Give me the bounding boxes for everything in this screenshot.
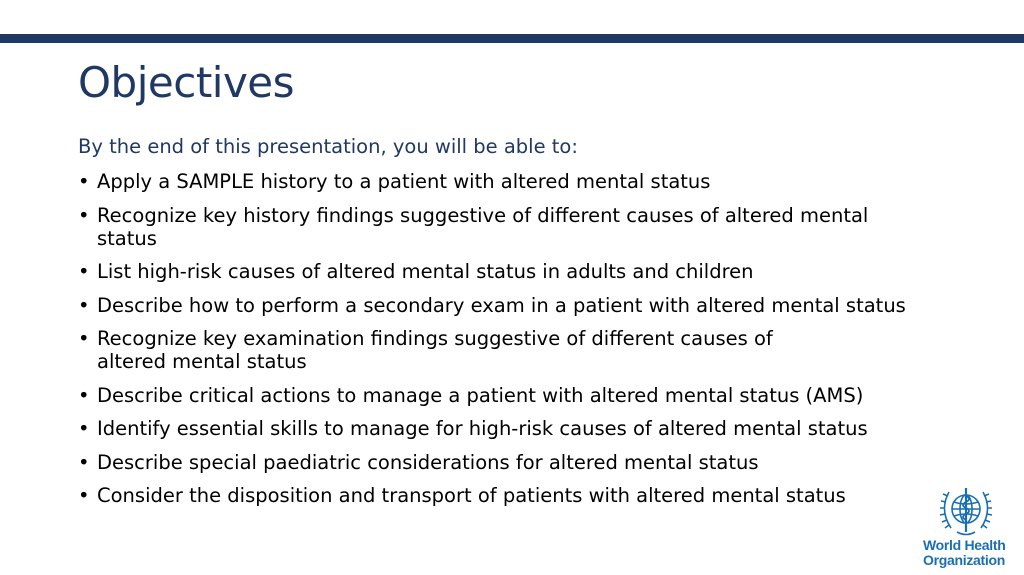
bullet-icon: •	[78, 327, 90, 350]
objective-text: Apply a SAMPLE history to a patient with altered mental status	[97, 170, 711, 193]
objective-text: Identify essential skills to manage for high-risk causes of altered mental status	[97, 417, 868, 440]
logo-line-2: Organization	[923, 552, 1005, 568]
bullet-icon: •	[78, 450, 90, 474]
objective-item	[78, 260, 938, 283]
objective-text: Describe special paediatric considerations for altered mental status	[97, 450, 759, 474]
objective-text: Recognize key history findings suggestive of different causes of altered mental status	[97, 203, 869, 250]
bullet-icon: •	[78, 170, 90, 193]
objective-text: Describe how to perform a secondary exam in a patient with altered mental status	[97, 293, 906, 317]
objective-item	[78, 327, 817, 373]
objective-text: List high-risk causes of altered mental status in adults and children	[97, 260, 754, 283]
objective-item	[78, 170, 938, 193]
bullet-icon: •	[78, 383, 90, 407]
bullet-icon: •	[78, 260, 90, 283]
objective-item	[78, 204, 897, 250]
header-bar	[0, 34, 1024, 43]
bullet-icon: •	[78, 484, 90, 507]
objective-item	[78, 417, 938, 440]
objective-text: Recognize key examination findings suggestive of different causes of altered mental status	[97, 327, 773, 373]
bullet-icon: •	[78, 293, 90, 317]
objective-text: Consider the disposition and transport of patients with altered mental status	[97, 484, 846, 507]
slide-title: Objectives	[78, 58, 295, 107]
bullet-icon: •	[78, 203, 90, 227]
bullet-icon: •	[78, 417, 90, 440]
objective-text: Describe critical actions to manage a patient with altered mental status (AMS)	[97, 383, 864, 407]
who-logo-text	[920, 538, 1012, 568]
who-emblem-icon	[935, 482, 997, 538]
objectives-list	[78, 170, 938, 518]
objective-item	[78, 484, 938, 507]
logo-line-1: World Health	[923, 537, 1006, 553]
objective-item	[78, 294, 938, 317]
slide-intro: By the end of this presentation, you will be able to:	[78, 135, 578, 158]
objective-item	[78, 451, 938, 474]
objective-item	[78, 384, 938, 407]
who-logo	[920, 482, 1012, 572]
